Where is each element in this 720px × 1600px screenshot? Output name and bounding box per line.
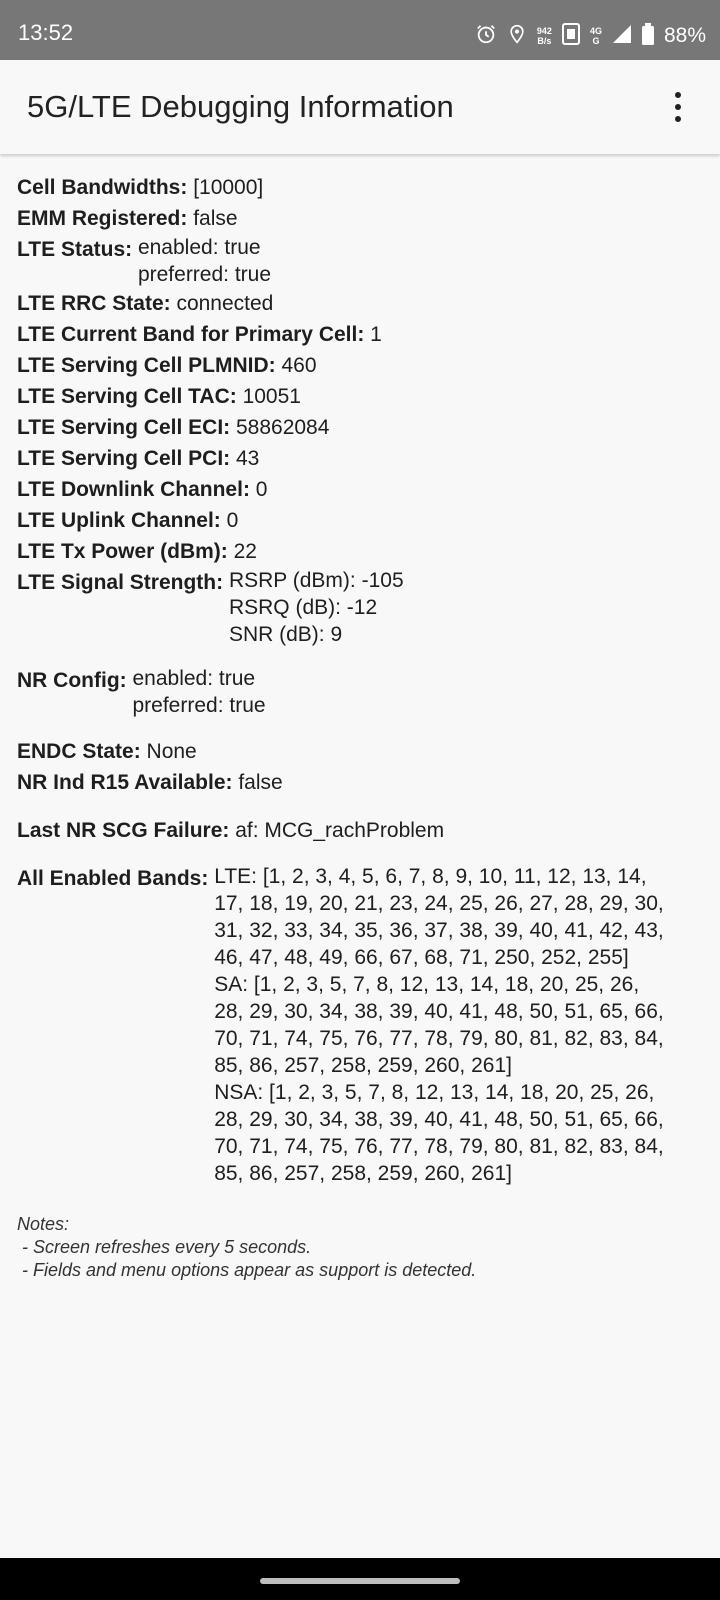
lte-uplink-label: LTE Uplink Channel: <box>17 509 227 532</box>
lte-snr-value: SNR (dB): 9 <box>228 623 343 646</box>
signal-icon <box>612 24 632 49</box>
lte-tx-power-label: LTE Tx Power (dBm): <box>17 540 234 563</box>
lte-tac-value: 10051 <box>242 385 301 408</box>
nr-config-row <box>17 665 707 719</box>
lte-current-band-value: 1 <box>370 323 382 346</box>
cell-bandwidths-label: Cell Bandwidths: <box>17 176 194 199</box>
lte-tac-row <box>17 381 707 412</box>
last-nr-scg-failure-row <box>17 815 707 846</box>
bands-line: 70, 71, 74, 75, 76, 77, 78, 79, 80, 81, 82, 83, 84, <box>214 1027 664 1050</box>
debug-info-list <box>17 172 707 1282</box>
lte-eci-row <box>17 412 707 443</box>
notes-title: Notes: <box>17 1214 70 1234</box>
overflow-menu-icon[interactable] <box>658 87 698 127</box>
notes-line: - Screen refreshes every 5 seconds. <box>17 1237 312 1257</box>
lte-downlink-row <box>17 474 707 505</box>
lte-status-preferred: preferred: true <box>137 263 272 286</box>
nr-config-enabled: enabled: true <box>132 667 256 690</box>
lte-status-label: LTE Status: <box>17 238 138 261</box>
emm-registered-value: false <box>193 207 238 230</box>
bands-line: 31, 32, 33, 34, 35, 36, 37, 38, 39, 40, 41, 42, 43, <box>214 919 664 942</box>
home-handle[interactable] <box>260 1578 460 1584</box>
lte-tx-power-row <box>17 536 707 567</box>
network-type <box>590 26 602 46</box>
net-speed <box>537 26 552 46</box>
lte-current-band-label: LTE Current Band for Primary Cell: <box>17 323 371 346</box>
lte-uplink-row <box>17 505 707 536</box>
lte-tac-label: LTE Serving Cell TAC: <box>17 385 243 408</box>
lte-rsrq-value: RSRQ (dB): -12 <box>228 596 378 619</box>
alarm-icon <box>475 23 497 50</box>
lte-signal-strength-row <box>17 567 707 648</box>
all-enabled-bands-label: All Enabled Bands: <box>17 867 215 890</box>
emm-registered-label: EMM Registered: <box>17 207 194 230</box>
lte-eci-value: 58862084 <box>235 416 330 439</box>
battery-percent: 88% <box>663 24 706 47</box>
notes <box>17 1213 707 1282</box>
lte-tx-power-value: 22 <box>233 540 257 563</box>
navigation-bar <box>0 1558 720 1600</box>
endc-state-value: None <box>146 740 197 763</box>
lte-pci-row <box>17 443 707 474</box>
cell-bandwidths-row <box>17 172 707 203</box>
nr-config-label: NR Config: <box>17 669 133 692</box>
lte-status-row <box>17 234 707 288</box>
nr-ind-r15-value: false <box>238 771 283 794</box>
lte-eci-label: LTE Serving Cell ECI: <box>17 416 236 439</box>
lte-plmnid-label: LTE Serving Cell PLMNID: <box>17 354 282 377</box>
lte-rsrp-value: RSRP (dBm): -105 <box>228 569 404 592</box>
cell-bandwidths-value: [10000] <box>193 176 264 199</box>
bands-line: SA: [1, 2, 3, 5, 7, 8, 12, 13, 14, 18, 20, 25, 26, <box>214 973 640 996</box>
bands-line: NSA: [1, 2, 3, 5, 7, 8, 12, 13, 14, 18, 20, 25, 26, <box>214 1081 655 1104</box>
endc-state-row <box>17 736 707 767</box>
bands-line: 17, 18, 19, 20, 21, 23, 24, 25, 26, 27, 28, 29, 30, <box>214 892 664 915</box>
lte-pci-value: 43 <box>235 447 260 470</box>
last-nr-scg-failure-label: Last NR SCG Failure: <box>17 819 236 842</box>
sim-icon <box>562 23 580 50</box>
lte-rrc-state-value: connected <box>176 292 274 315</box>
net-speed-unit: B/s <box>537 36 552 46</box>
bands-line: 46, 47, 48, 49, 66, 67, 68, 71, 250, 252, 255] <box>214 946 629 969</box>
bands-line: 28, 29, 30, 34, 38, 39, 40, 41, 48, 50, 51, 65, 66, <box>214 1108 664 1131</box>
bands-line: LTE: [1, 2, 3, 4, 5, 6, 7, 8, 9, 10, 11, 12, 13, 14, <box>214 865 647 888</box>
bands-line: 70, 71, 74, 75, 76, 77, 78, 79, 80, 81, 82, 83, 84, <box>214 1135 664 1158</box>
bands-line: 85, 86, 257, 258, 259, 260, 261] <box>214 1162 512 1185</box>
lte-rrc-state-label: LTE RRC State: <box>17 292 177 315</box>
lte-downlink-label: LTE Downlink Channel: <box>17 478 256 501</box>
network-sub: G <box>592 36 600 46</box>
lte-uplink-value: 0 <box>226 509 239 532</box>
lte-current-band-row <box>17 319 707 350</box>
lte-signal-strength-label: LTE Signal Strength: <box>17 571 229 594</box>
net-speed-value: 942 <box>536 26 552 36</box>
nr-ind-r15-label: NR Ind R15 Available: <box>17 771 239 794</box>
notes-line: - Fields and menu options appear as support is detected. <box>17 1260 477 1280</box>
status-bar <box>0 0 720 60</box>
nr-ind-r15-row <box>17 767 707 798</box>
lte-downlink-value: 0 <box>255 478 268 501</box>
location-icon <box>507 23 527 50</box>
lte-plmnid-value: 460 <box>281 354 317 377</box>
status-time: 13:52 <box>18 20 74 45</box>
bands-line: 28, 29, 30, 34, 38, 39, 40, 41, 48, 50, 51, 65, 66, <box>214 1000 664 1023</box>
app-bar <box>0 60 720 154</box>
nr-config-preferred: preferred: true <box>132 694 266 717</box>
last-nr-scg-failure-value: af: MCG_rachProblem <box>235 819 445 842</box>
status-icons <box>475 0 706 66</box>
network-gen: 4G <box>589 26 602 36</box>
lte-status-enabled: enabled: true <box>137 236 261 259</box>
lte-rrc-state-row <box>17 288 707 319</box>
bands-line: 85, 86, 257, 258, 259, 260, 261] <box>214 1054 512 1077</box>
lte-plmnid-row <box>17 350 707 381</box>
all-enabled-bands-row <box>17 863 707 1187</box>
battery-icon <box>642 23 654 50</box>
emm-registered-row <box>17 203 707 234</box>
page-title: 5G/LTE Debugging Information <box>27 89 454 124</box>
lte-pci-label: LTE Serving Cell PCI: <box>17 447 236 470</box>
endc-state-label: ENDC State: <box>17 740 147 763</box>
